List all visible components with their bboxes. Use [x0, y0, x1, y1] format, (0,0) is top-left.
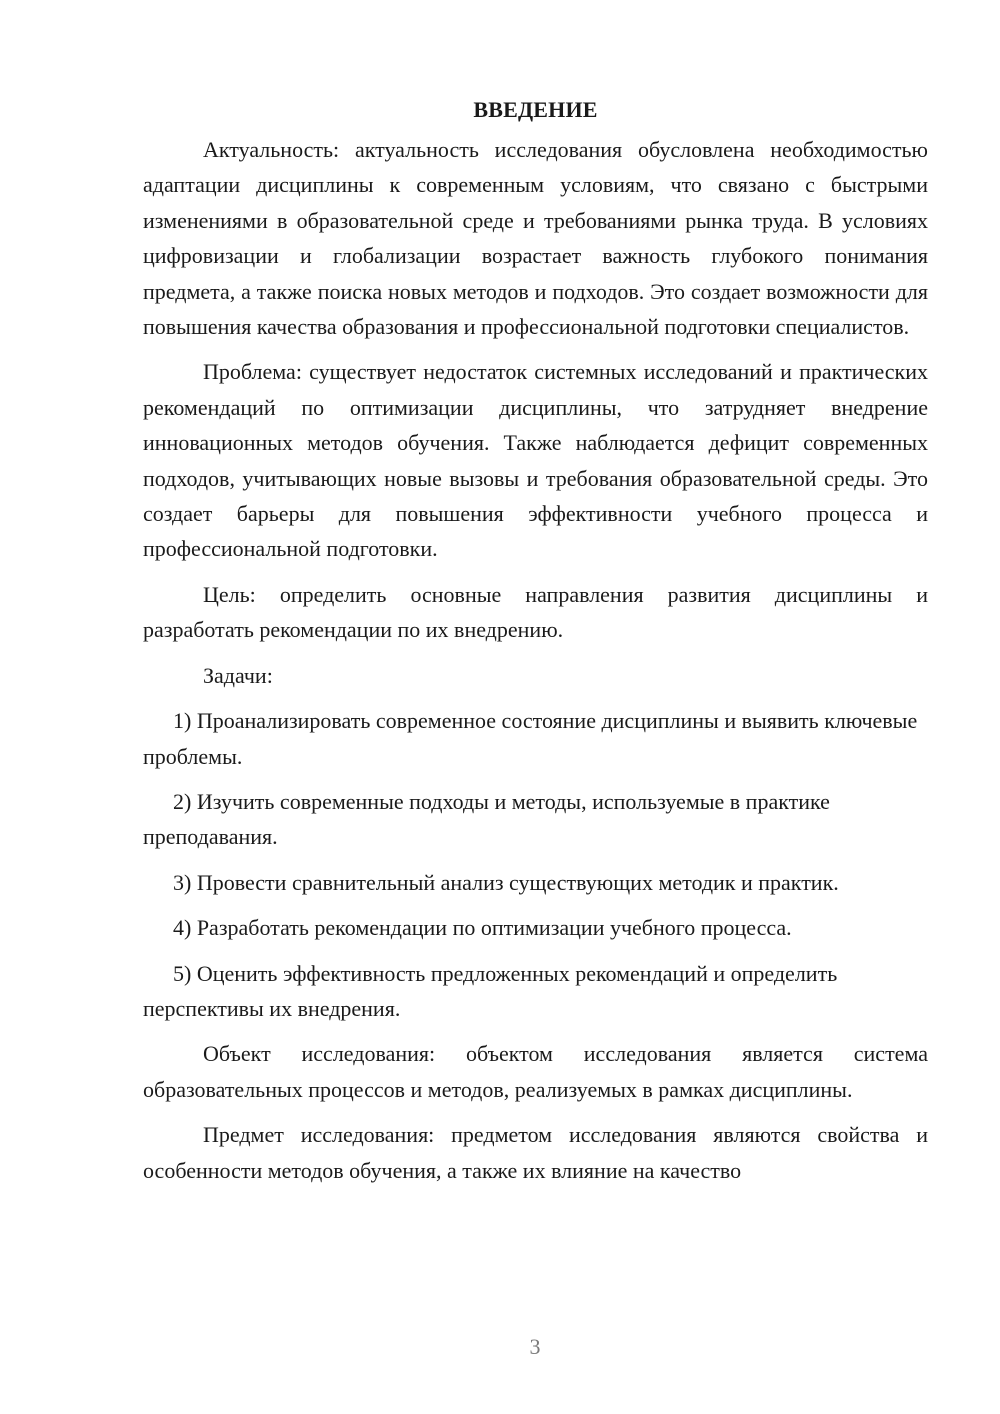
section-title: ВВЕДЕНИЕ [473, 97, 598, 122]
document-page [143, 92, 928, 1188]
task-item: 4) Разработать рекомендации по оптимизации учебного процесса. [173, 915, 792, 941]
relevance-paragraph: Актуальность: актуальность исследования обусловлена необходимостью адаптации дисциплины к современным условиям, что связано с быстрыми изменениями в образовательной среде и требованиями рынка труда. В условиях цифровизации и глобализации возрастает важность глубокого понимания предмета, а также поиска новых методов и подходов. Это создает возможности для повышения качества образования и профессиональной подготовки специалистов. [143, 137, 928, 340]
subject-paragraph: Предмет исследования: предметом исследования являются свойства и особенности методов обучения, а также их влияние на качество [143, 1122, 928, 1183]
goal-paragraph: Цель: определить основные направления развития дисциплины и разработать рекомендации по их внедрению. [143, 581, 928, 643]
task-item: 2) Изучить современные подходы и методы, используемые в практике преподавания. [143, 788, 830, 850]
object-paragraph: Объект исследования: объектом исследования является система образовательных процессов и методов, реализуемых в рамках дисциплины. [143, 1041, 928, 1102]
page-number: 3 [529, 1334, 541, 1359]
task-item: 1) Проанализировать современное состояние дисциплины и выявить ключевые проблемы. [143, 708, 918, 769]
task-item: 5) Оценить эффективность предложенных рекомендаций и определить перспективы их внедрения. [143, 960, 838, 1021]
problem-paragraph: Проблема: существует недостаток системных исследований и практических рекомендаций по оптимизации дисциплины, что затрудняет внедрение инновационных методов обучения. Также наблюдается дефицит современных подходов, учитывающих новые вызовы и требования образовательной среды. Это создает барьеры для повышения эффективности учебного процесса и профессиональной подготовки. [143, 359, 928, 562]
tasks-list [143, 703, 928, 1026]
tasks-heading: Задачи: [203, 662, 273, 688]
task-item: 3) Провести сравнительный анализ существующих методик и практик. [173, 869, 839, 895]
